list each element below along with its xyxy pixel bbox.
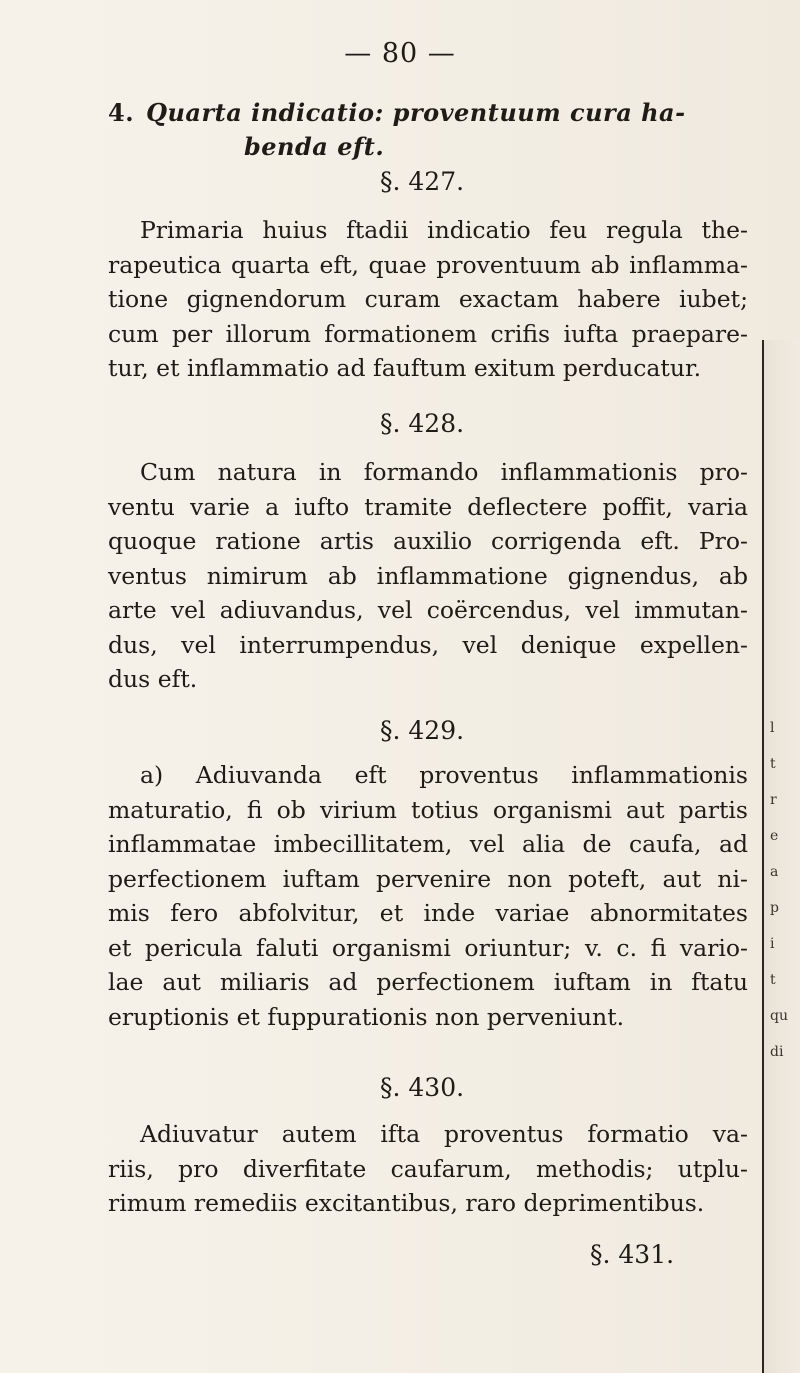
edge-fragment: t — [770, 756, 776, 772]
text-line: riis, pro diverfitate caufarum, methodis; utplu- — [108, 1154, 748, 1183]
edge-fragment: t — [770, 972, 776, 988]
edge-fragment: e — [770, 828, 779, 844]
chapter-heading — [108, 96, 728, 164]
edge-fragment: i — [770, 936, 775, 952]
catchword: §. 431. — [590, 1240, 675, 1269]
text-line: tur, et inflammatio ad fauftum exitum perducatur. — [108, 354, 702, 382]
edge-fragment: di — [770, 1044, 784, 1060]
edge-fragment: r — [770, 792, 777, 808]
text-line: arte vel adiuvandus, vel coërcendus, vel immutan- — [108, 596, 748, 624]
heading-line-1: Quarta indicatio: proventuum cura ha- — [146, 98, 686, 127]
text-line: ventu varie a iufto tramite deflectere poffit, varia — [108, 492, 748, 521]
text-line: et pericula faluti organismi oriuntur; v. c. fi vario- — [108, 933, 748, 962]
paragraph-429 — [108, 758, 748, 1034]
edge-text-fragments — [770, 710, 794, 1070]
text-line: tione gignendorum curam exactam habere iubet; — [108, 285, 748, 313]
text-line: Adiuvatur autem ifta proventus formatio va- — [140, 1120, 748, 1148]
text-line: Cum natura in formando inflammationis pro- — [140, 458, 748, 486]
text-line: a) Adiuvanda eft proventus inflammationis — [140, 761, 748, 789]
edge-fragment: qu — [770, 1008, 788, 1024]
text-line: dus eft. — [108, 665, 198, 693]
text-line: Primaria huius ftadii indicatio feu regula the- — [140, 216, 748, 244]
edge-fragment: a — [770, 864, 779, 880]
text-line: rimum remediis excitantibus, raro deprimentibus. — [108, 1189, 705, 1217]
paragraph-430 — [108, 1117, 748, 1221]
text-line: maturatio, fi ob virium totius organismi aut partis — [108, 795, 748, 824]
section-number-430: §. 430. — [380, 1073, 465, 1102]
section-number-429: §. 429. — [380, 716, 465, 745]
text-line: mis fero abfolvitur, et inde variae abnormitates — [108, 899, 748, 927]
section-number-427: §. 427. — [380, 167, 465, 196]
text-line: ventus nimirum ab inflammatione gignendus, ab — [108, 561, 748, 590]
text-line: inflammatae imbecillitatem, vel alia de caufa, ad — [108, 830, 748, 858]
text-line: quoque ratione artis auxilio corrigenda eft. Pro- — [108, 527, 748, 555]
edge-fragment: l — [770, 720, 775, 736]
section-number-428: §. 428. — [380, 409, 465, 438]
text-line: lae aut miliaris ad perfectionem iuftam in ftatu — [108, 968, 748, 996]
text-line: eruptionis et fuppurationis non perveniunt. — [108, 1002, 625, 1031]
paragraph-428 — [108, 455, 748, 697]
text-line: cum per illorum formationem crifis iufta praepare- — [108, 319, 748, 348]
text-line: rapeutica quarta eft, quae proventuum ab inflamma- — [108, 250, 748, 279]
heading-number: 4. — [108, 98, 135, 127]
text-line: perfectionem iuftam pervenire non poteft, aut ni- — [108, 864, 748, 893]
page-number: — 80 — — [344, 38, 456, 69]
heading-line-2: benda eft. — [244, 132, 385, 161]
text-line: dus, vel interrumpendus, vel denique expellen- — [108, 630, 748, 659]
paragraph-427 — [108, 213, 748, 386]
edge-fragment: p — [770, 900, 779, 916]
